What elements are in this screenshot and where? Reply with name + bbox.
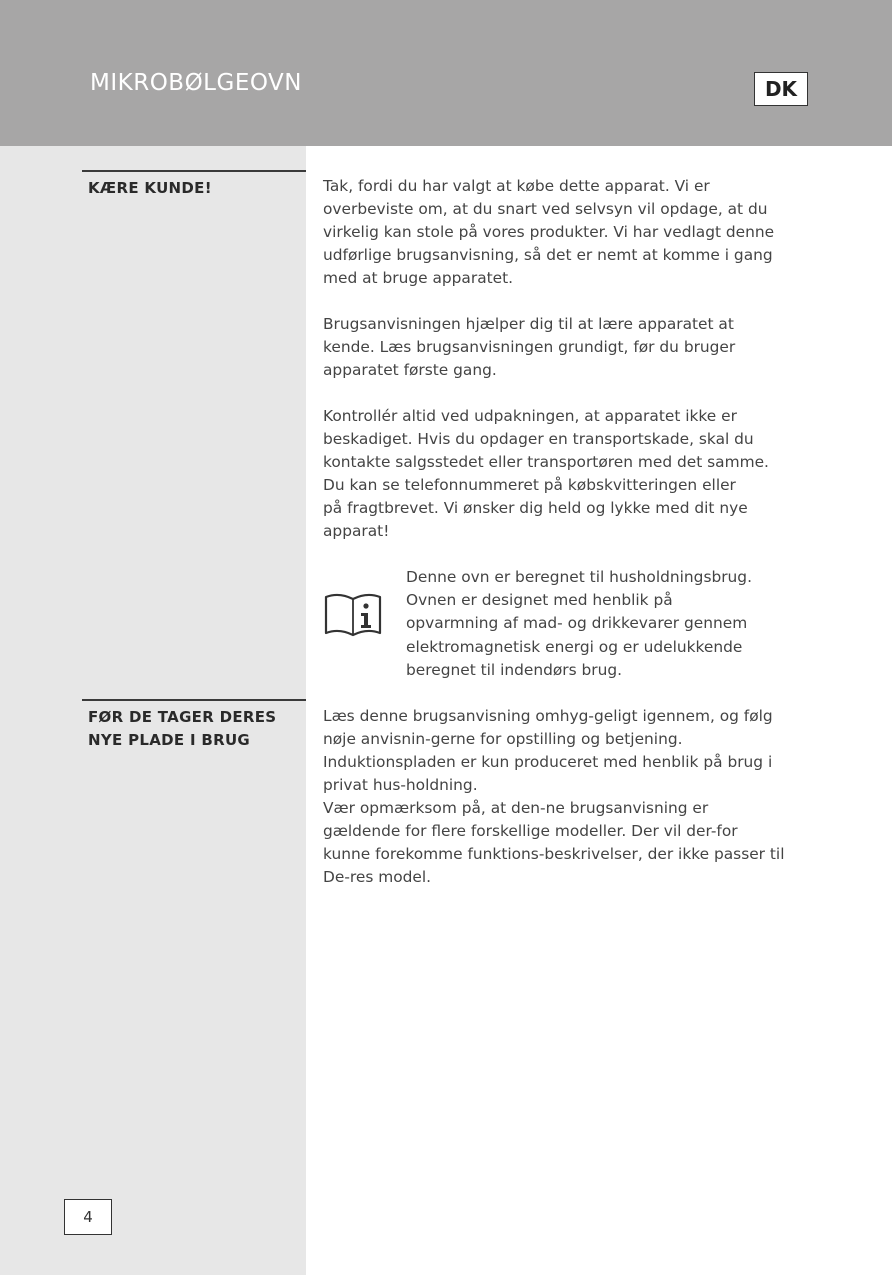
- text-line: apparatet første gang.: [323, 361, 497, 379]
- text-line: Vær opmærksom på, at den-ne brugsanvisning er: [323, 799, 709, 817]
- text-line: De-res model.: [323, 868, 432, 886]
- text-line: nøje anvisnin-gerne for opstilling og betjening.: [323, 730, 683, 748]
- text-line: Læs denne brugsanvisning omhyg-geligt igennem, og følg: [323, 707, 773, 725]
- text-line: Denne ovn er beregnet til husholdningsbrug.: [406, 568, 752, 586]
- heading-line: KÆRE KUNDE!: [88, 179, 212, 197]
- text-line: på fragtbrevet. Vi ønsker dig held og lykke med dit nye: [323, 499, 748, 517]
- paragraph-manual: [323, 313, 813, 382]
- info-text: [406, 566, 816, 682]
- text-line: Ovnen er designet med henblik på: [406, 591, 673, 610]
- info-book-icon: [323, 592, 383, 640]
- text-line: Brugsanvisningen hjælper dig til at lære apparatet at: [323, 315, 734, 333]
- text-line: Induktionspladen er kun produceret med henblik på brug i: [323, 753, 773, 771]
- text-line: kunne forekomme funktions-beskrivelser, der ikke passer til: [323, 845, 785, 863]
- text-line: gældende for flere forskellige modeller. Der vil der-for: [323, 822, 738, 840]
- section-body-dear-customer: [323, 175, 813, 566]
- page-header: [0, 0, 892, 146]
- text-line: kende. Læs brugsanvisningen grundigt, før du bruger: [323, 338, 736, 356]
- text-line: kontakte salgsstedet eller transportøren med det samme.: [323, 453, 769, 471]
- section-heading-dear-customer: [82, 170, 306, 200]
- text-line: elektromagnetisk energi og er udelukkende: [406, 637, 743, 656]
- text-line: overbeviste om, at du snart ved selvsyn vil opdage, at du: [323, 200, 768, 218]
- text-line: Kontrollér altid ved udpakningen, at apparatet ikke er: [323, 407, 737, 425]
- text-line: virkelig kan stole på vores produkter. Vi har vedlagt denne: [323, 223, 775, 241]
- text-line: opvarmning af mad- og drikkevarer gennem: [406, 614, 748, 633]
- text-line: Du kan se telefonnummeret på købskvitteringen eller: [323, 476, 736, 494]
- text-line: med at bruge apparatet.: [323, 269, 514, 287]
- document-title: MIKROBØLGEOVN: [90, 70, 302, 96]
- text-line: udførlige brugsanvisning, så det er nemt at komme i gang: [323, 246, 773, 264]
- heading-line: NYE PLADE I BRUG: [88, 731, 251, 749]
- language-badge: DK: [754, 72, 808, 106]
- text-line: beregnet til indendørs brug.: [406, 660, 623, 679]
- page-number: 4: [64, 1199, 112, 1235]
- heading-line: FØR DE TAGER DERES: [88, 708, 277, 726]
- paragraph-inspect: [323, 405, 813, 543]
- section-heading-before-use: [82, 699, 306, 752]
- paragraph-before-use: [323, 705, 813, 889]
- section-body-before-use: [323, 705, 813, 912]
- paragraph-thanks: [323, 175, 813, 290]
- text-line: Tak, fordi du har valgt at købe dette apparat. Vi er: [323, 177, 710, 195]
- text-line: beskadiget. Hvis du opdager en transportskade, skal du: [323, 430, 754, 448]
- text-line: apparat!: [323, 522, 390, 540]
- text-line: privat hus-holdning.: [323, 776, 478, 794]
